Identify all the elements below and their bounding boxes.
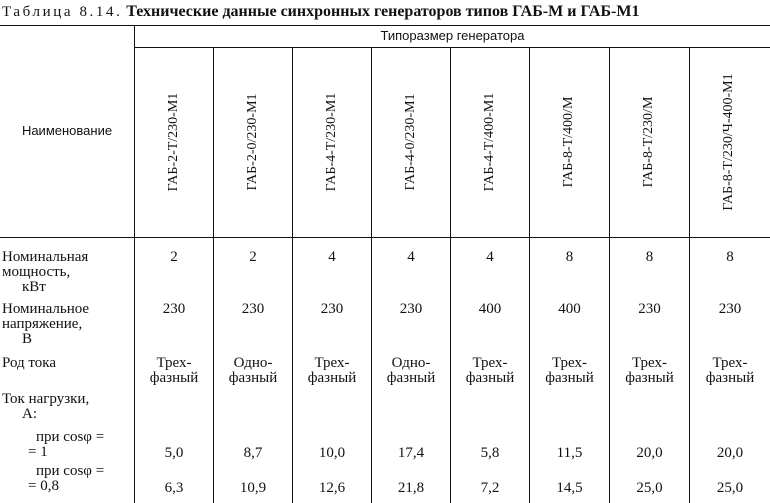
value-voltage: 230 — [320, 301, 344, 317]
value-voltage: 230 — [399, 301, 423, 317]
table-number: Таблица 8.14. — [2, 4, 123, 20]
value-current-type: Трех- фазный — [545, 355, 594, 386]
value-power: 4 — [328, 249, 336, 265]
value-load-current-cos08: 7,2 — [480, 480, 500, 496]
value-load-current-cos08: 12,6 — [318, 480, 346, 496]
value-load-current-cos1: 8,7 — [243, 445, 263, 461]
column-header: ГАБ-4-Т/230-М1 — [324, 92, 339, 192]
value-voltage: 400 — [558, 301, 581, 317]
name-column-header: Наименование — [21, 123, 113, 138]
value-voltage: 230 — [638, 301, 661, 317]
value-load-current-cos1: 20,0 — [636, 445, 663, 461]
value-load-current-cos08: 10,9 — [239, 480, 267, 496]
row-label-power: Номинальная мощность, кВт — [2, 249, 89, 295]
column-header: ГАБ-4-Т/400-М1 — [482, 92, 497, 192]
row-label-load-current: Ток нагрузки, А: — [2, 391, 90, 422]
value-power: 8 — [565, 249, 574, 265]
value-voltage: 230 — [162, 301, 186, 317]
value-power: 4 — [486, 249, 494, 265]
table-title: Технические данные синхронных генераторов типов ГАБ-М и ГАБ-М1 — [126, 3, 640, 20]
row-label-cos08: при cosφ = = 0,8 — [28, 463, 105, 494]
column-rule — [529, 47, 530, 503]
column-rule — [213, 47, 214, 503]
value-load-current-cos08: 21,8 — [397, 480, 425, 496]
column-rule — [450, 47, 451, 503]
size-group-header: Типоразмер генератора — [380, 28, 525, 43]
row-label-voltage: Номинальное напряжение, В — [2, 301, 90, 347]
value-load-current-cos08: 25,0 — [716, 480, 744, 496]
column-rule — [371, 47, 372, 503]
value-current-type: Трех- фазный — [705, 355, 755, 386]
value-load-current-cos1: 5,8 — [480, 445, 500, 461]
column-header: ГАБ-8-Т/230/М — [641, 96, 656, 188]
value-power: 4 — [407, 249, 415, 265]
value-load-current-cos1: 5,0 — [164, 445, 184, 461]
row-label-cos1: при cosφ = = 1 — [28, 429, 105, 460]
value-current-type: Одно- фазный — [386, 355, 436, 386]
column-header: ГАБ-8-Т/400/М — [561, 96, 576, 188]
column-header: ГАБ-2-Т/230-М1 — [166, 92, 181, 192]
column-header: ГАБ-8-Т/230/Ч-400-М1 — [721, 73, 736, 211]
column-header: ГАБ-4-0/230-М1 — [403, 93, 418, 191]
value-power: 8 — [645, 249, 654, 265]
value-load-current-cos1: 10,0 — [318, 445, 346, 461]
value-voltage: 400 — [478, 301, 502, 317]
row-label-current-type: Род тока — [2, 355, 56, 371]
value-current-type: Трех- фазный — [625, 355, 674, 386]
column-rule — [292, 47, 293, 503]
value-current-type: Одно- фазный — [228, 355, 278, 386]
value-load-current-cos1: 17,4 — [397, 445, 425, 461]
value-power: 2 — [249, 249, 257, 265]
value-voltage: 230 — [718, 301, 742, 317]
value-current-type: Трех- фазный — [307, 355, 357, 386]
value-load-current-cos08: 14,5 — [556, 480, 583, 496]
value-load-current-cos1: 11,5 — [556, 445, 583, 461]
group-header-rule — [135, 47, 770, 48]
value-power: 8 — [726, 249, 734, 265]
value-load-current-cos08: 6,3 — [164, 480, 184, 496]
column-header: ГАБ-2-0/230-М1 — [245, 93, 260, 191]
value-power: 2 — [170, 249, 178, 265]
value-load-current-cos08: 25,0 — [636, 480, 663, 496]
value-voltage: 230 — [241, 301, 265, 317]
column-rule — [689, 47, 690, 503]
value-load-current-cos1: 20,0 — [716, 445, 744, 461]
column-rule — [609, 47, 610, 503]
table-top-rule — [0, 25, 770, 26]
value-current-type: Трех- фазный — [465, 355, 515, 386]
value-current-type: Трех- фазный — [149, 355, 199, 386]
